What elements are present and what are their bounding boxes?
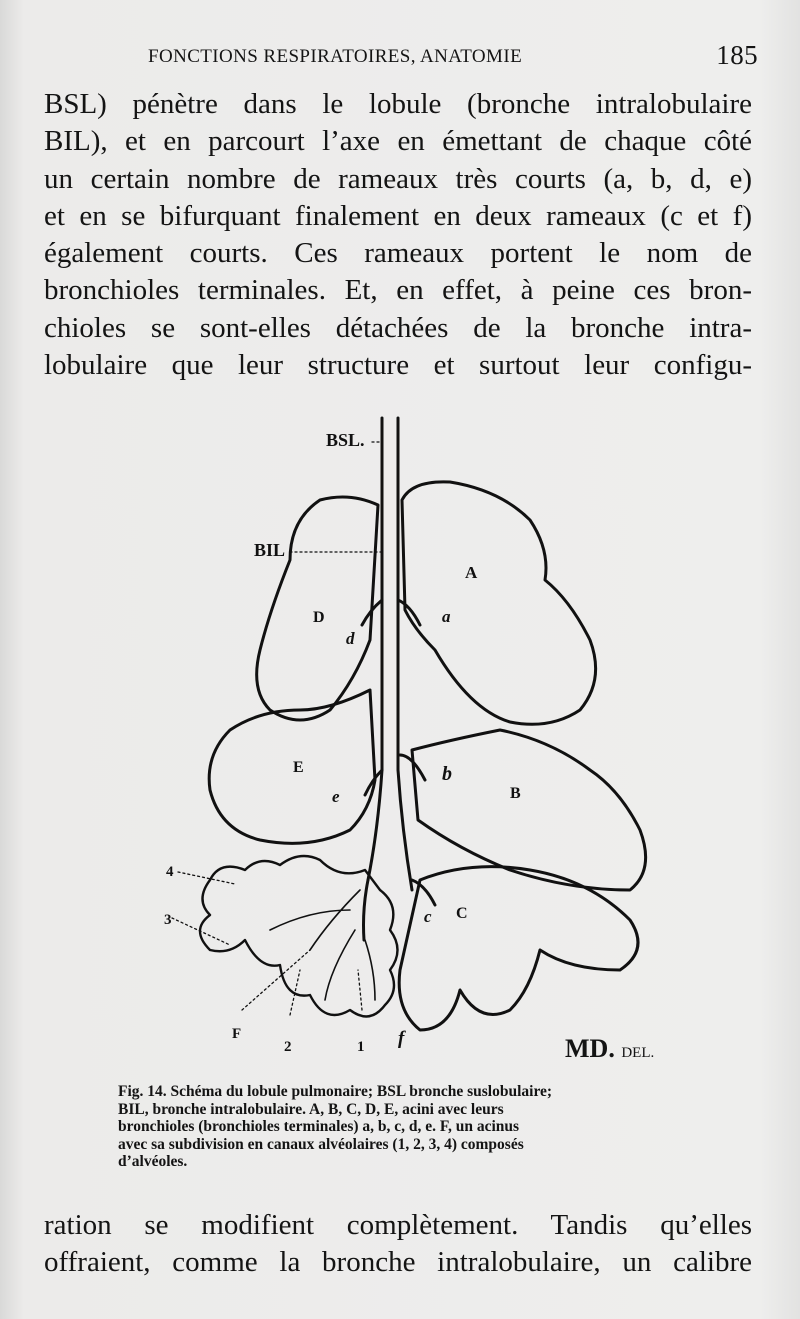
label-d: d	[346, 629, 355, 648]
artist-signature	[565, 1034, 654, 1064]
label-f: f	[398, 1028, 405, 1049]
text-line: lobulaire que leur structure et surtout leur configu-	[44, 349, 752, 382]
running-head	[40, 38, 758, 72]
paragraph-top	[44, 86, 752, 384]
leader-3	[172, 918, 230, 945]
caption-line: d’alvéoles.	[118, 1153, 188, 1171]
acinus-c-outline	[399, 867, 638, 1030]
acinus-a-outline	[402, 482, 596, 724]
bronchiole-f	[364, 880, 369, 940]
paragraph-bottom	[44, 1207, 752, 1282]
lobule-diagram	[150, 410, 670, 1080]
label-n1: 1	[357, 1039, 365, 1055]
text-line: et en se bifurquant finalement en deux rameaux (c et f)	[44, 199, 752, 232]
text-line: BSL) pénètre dans le lobule (bronche intralobulaire	[44, 88, 752, 120]
caption-line: BIL, bronche intralobulaire. A, B, C, D, E, acini avec leurs	[118, 1100, 504, 1118]
text-line: bronchioles terminales. Et, en effet, à peine ces bron-	[44, 274, 752, 307]
figure-caption	[118, 1083, 678, 1171]
acinus-b-outline	[412, 730, 646, 890]
intralobular-bronchus	[368, 418, 382, 880]
signature-initials: MD.	[565, 1034, 615, 1063]
label-B: B	[510, 785, 521, 802]
text-line: BIL), et en parcourt l’axe en émettant de chaque côté	[44, 125, 752, 158]
caption-line: Fig. 14. Schéma du lobule pulmonaire; BSL bronche suslobulaire;	[118, 1083, 553, 1100]
running-title: FONCTIONS RESPIRATOIRES, ANATOMIE	[148, 46, 523, 67]
text-line: un certain nombre de rameaux très courts (a, b, d, e)	[44, 162, 752, 195]
label-F: F	[232, 1026, 242, 1042]
label-bil: BIL	[254, 540, 286, 560]
page-number: 185	[716, 40, 758, 70]
label-e: e	[332, 787, 340, 806]
label-E: E	[293, 759, 304, 776]
label-n4: 4	[166, 864, 174, 880]
leader-F	[242, 950, 310, 1010]
leader-4	[178, 872, 235, 884]
caption-line: bronchioles (bronchioles terminales) a, b, c, d, e. F, un acinus	[118, 1118, 520, 1136]
label-A: A	[465, 563, 478, 582]
label-n2: 2	[284, 1039, 292, 1055]
label-n3: 3	[164, 912, 172, 928]
leader-1	[358, 970, 362, 1010]
bronchiole-a	[398, 600, 420, 625]
caption-line: avec sa subdivision en canaux alvéolaires (1, 2, 3, 4) composés	[118, 1135, 524, 1153]
text-line: offraient, comme la bronche intralobulaire, un calibre	[44, 1246, 752, 1279]
signature-suffix: DEL.	[621, 1045, 655, 1061]
label-a: a	[442, 607, 451, 626]
text-line: chioles se sont-elles détachées de la bronche intra-	[44, 311, 752, 344]
label-D: D	[313, 609, 325, 626]
label-b: b	[442, 763, 452, 785]
text-line: ration se modifient complètement. Tandis qu’elles	[44, 1209, 752, 1241]
label-bsl: BSL.	[326, 430, 365, 450]
text-line: également courts. Ces rameaux portent le nom de	[44, 237, 752, 270]
label-C: C	[456, 905, 468, 922]
label-c: c	[424, 907, 432, 926]
